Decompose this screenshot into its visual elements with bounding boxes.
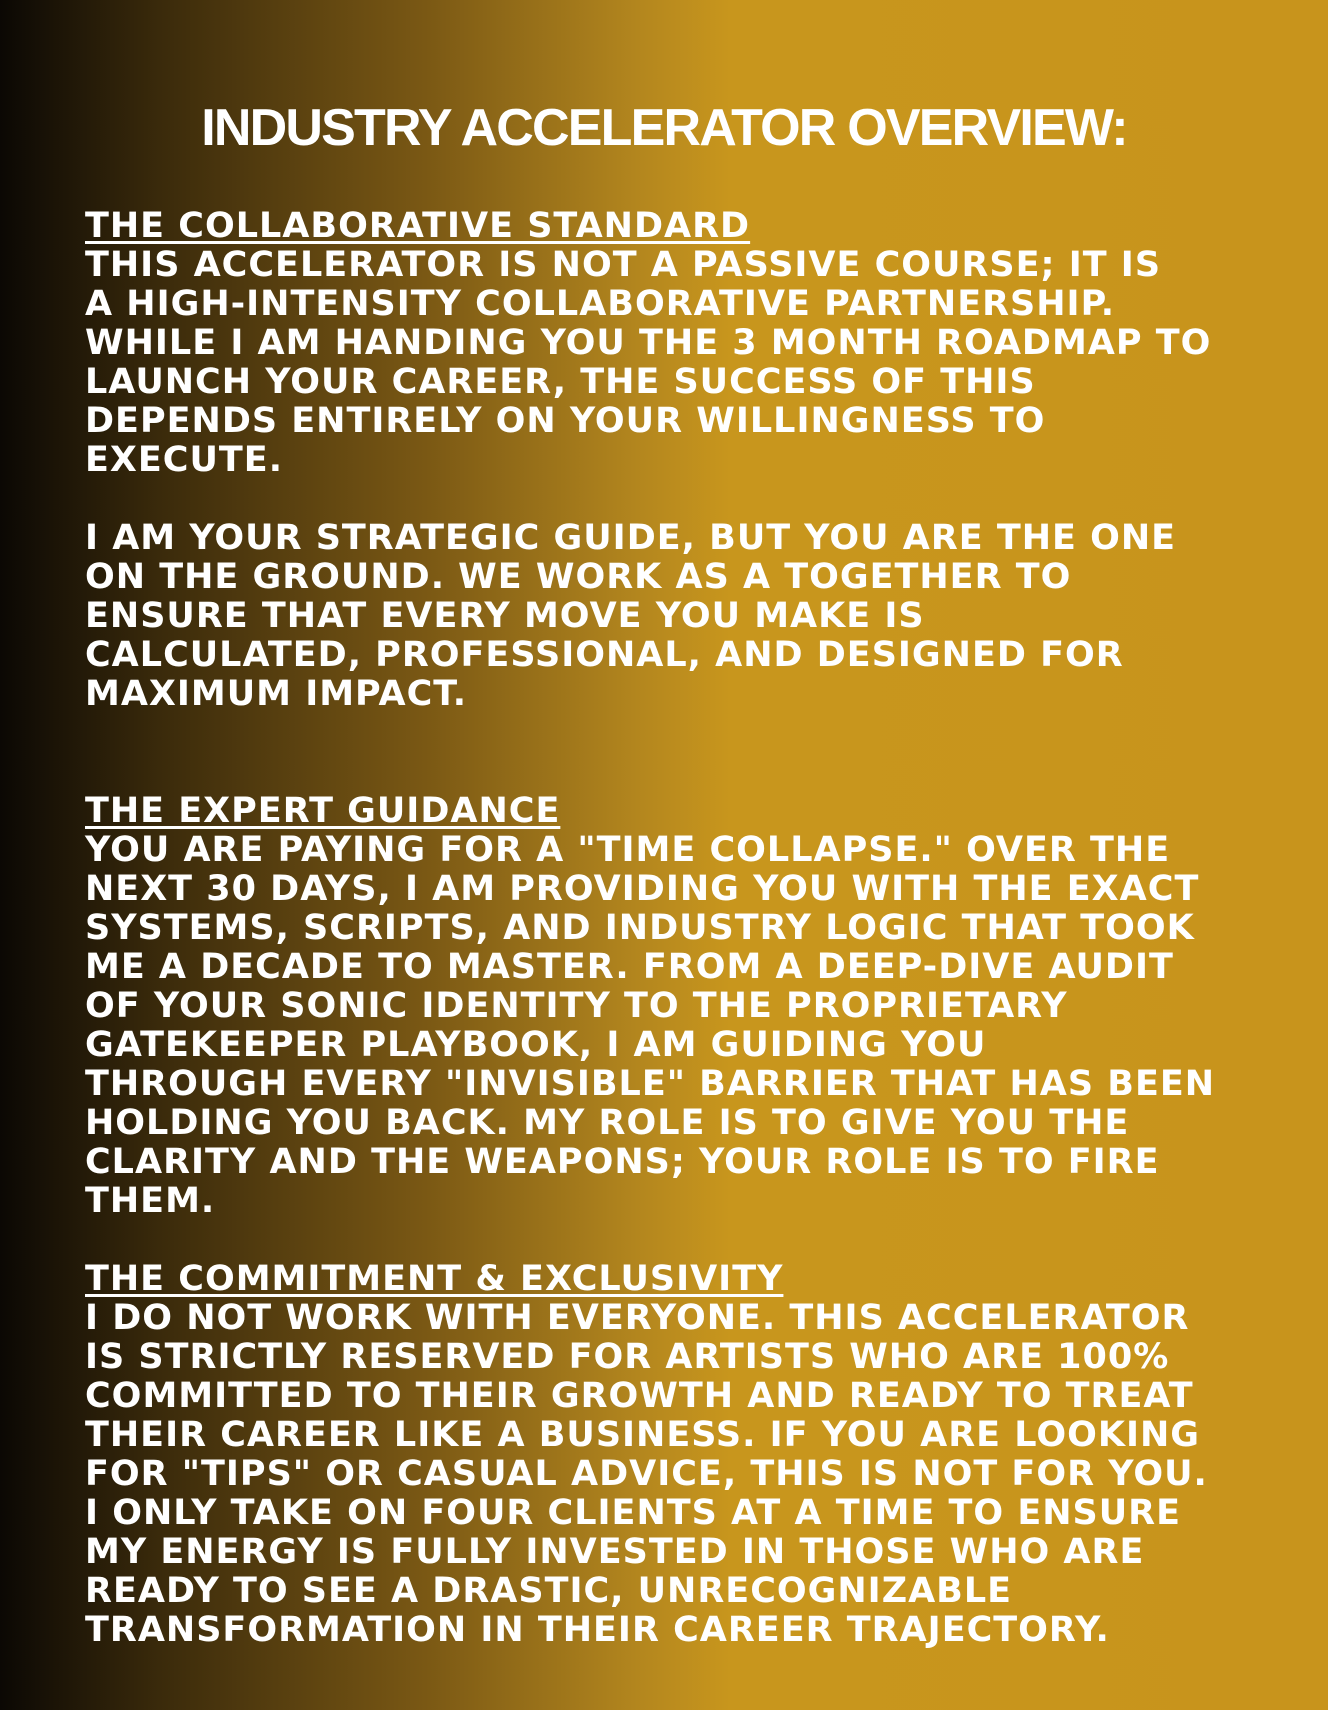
paragraph-line: NEXT 30 DAYS, I AM PROVIDING YOU WITH THE EXACT xyxy=(85,869,1200,909)
paragraph-line: MAXIMUM IMPACT. xyxy=(85,674,468,714)
section-2 xyxy=(85,792,1285,1221)
paragraph-line: WHILE I AM HANDING YOU THE 3 MONTH ROADMAP TO xyxy=(85,323,1212,363)
paragraph-line: GATEKEEPER PLAYBOOK, I AM GUIDING YOU xyxy=(85,1025,987,1065)
section-heading: THE EXPERT GUIDANCE xyxy=(85,791,561,831)
paragraph-line: FOR "TIPS" OR CASUAL ADVICE, THIS IS NOT FOR YOU. xyxy=(85,1454,1208,1494)
paragraph-line: EXECUTE. xyxy=(85,440,283,480)
paragraph-line: ME A DECADE TO MASTER. FROM A DEEP-DIVE AUDIT xyxy=(85,947,1174,987)
section-paragraph xyxy=(85,246,1285,480)
paragraph-line: A HIGH-INTENSITY COLLABORATIVE PARTNERSHIP. xyxy=(85,284,1116,324)
paragraph-line: I AM YOUR STRATEGIC GUIDE, BUT YOU ARE THE ONE xyxy=(85,518,1177,558)
section-paragraph xyxy=(85,1299,1285,1650)
section-heading: THE COMMITMENT & EXCLUSIVITY xyxy=(85,1259,784,1299)
paragraph-line: IS STRICTLY RESERVED FOR ARTISTS WHO ARE 100% xyxy=(85,1337,1170,1377)
paragraph-line: HOLDING YOU BACK. MY ROLE IS TO GIVE YOU THE xyxy=(85,1103,1130,1143)
paragraph-line: CALCULATED, PROFESSIONAL, AND DESIGNED FOR xyxy=(85,635,1124,675)
paragraph-line: THEIR CAREER LIKE A BUSINESS. IF YOU ARE LOOKING xyxy=(85,1415,1201,1455)
section-heading: THE COLLABORATIVE STANDARD xyxy=(85,206,751,246)
paragraph-line: THEM. xyxy=(85,1181,216,1221)
paragraph-line: ON THE GROUND. WE WORK AS A TOGETHER TO xyxy=(85,557,1072,597)
paragraph-line: COMMITTED TO THEIR GROWTH AND READY TO TREAT xyxy=(85,1376,1194,1416)
paragraph-line: DEPENDS ENTIRELY ON YOUR WILLINGNESS TO xyxy=(85,401,1046,441)
paragraph-line: ENSURE THAT EVERY MOVE YOU MAKE IS xyxy=(85,596,925,636)
document-body xyxy=(85,207,1285,1650)
paragraph-line: I ONLY TAKE ON FOUR CLIENTS AT A TIME TO ENSURE xyxy=(85,1493,1182,1533)
paragraph-line: TRANSFORMATION IN THEIR CAREER TRAJECTORY. xyxy=(85,1610,1110,1650)
page-title: INDUSTRY ACCELERATOR OVERVIEW: xyxy=(201,99,1127,157)
paragraph-line: I DO NOT WORK WITH EVERYONE. THIS ACCELERATOR xyxy=(85,1298,1190,1338)
paragraph-line: LAUNCH YOUR CAREER, THE SUCCESS OF THIS xyxy=(85,362,1036,402)
paragraph-line: CLARITY AND THE WEAPONS; YOUR ROLE IS TO FIRE xyxy=(85,1142,1160,1182)
paragraph-line: SYSTEMS, SCRIPTS, AND INDUSTRY LOGIC THAT TOOK xyxy=(85,908,1195,948)
paragraph-line: OF YOUR SONIC IDENTITY TO THE PROPRIETARY xyxy=(85,986,1068,1026)
section-3 xyxy=(85,1260,1285,1650)
paragraph-line: THIS ACCELERATOR IS NOT A PASSIVE COURSE; IT IS xyxy=(85,245,1162,285)
paragraph-line: MY ENERGY IS FULLY INVESTED IN THOSE WHO ARE xyxy=(85,1532,1145,1572)
section-1 xyxy=(85,207,1285,714)
section-paragraph xyxy=(85,519,1285,714)
paragraph-line: YOU ARE PAYING FOR A "TIME COLLAPSE." OVER THE xyxy=(85,830,1171,870)
paragraph-line: READY TO SEE A DRASTIC, UNRECOGNIZABLE xyxy=(85,1571,1013,1611)
paragraph-line: THROUGH EVERY "INVISIBLE" BARRIER THAT HAS BEEN xyxy=(85,1064,1216,1104)
section-paragraph xyxy=(85,831,1285,1221)
